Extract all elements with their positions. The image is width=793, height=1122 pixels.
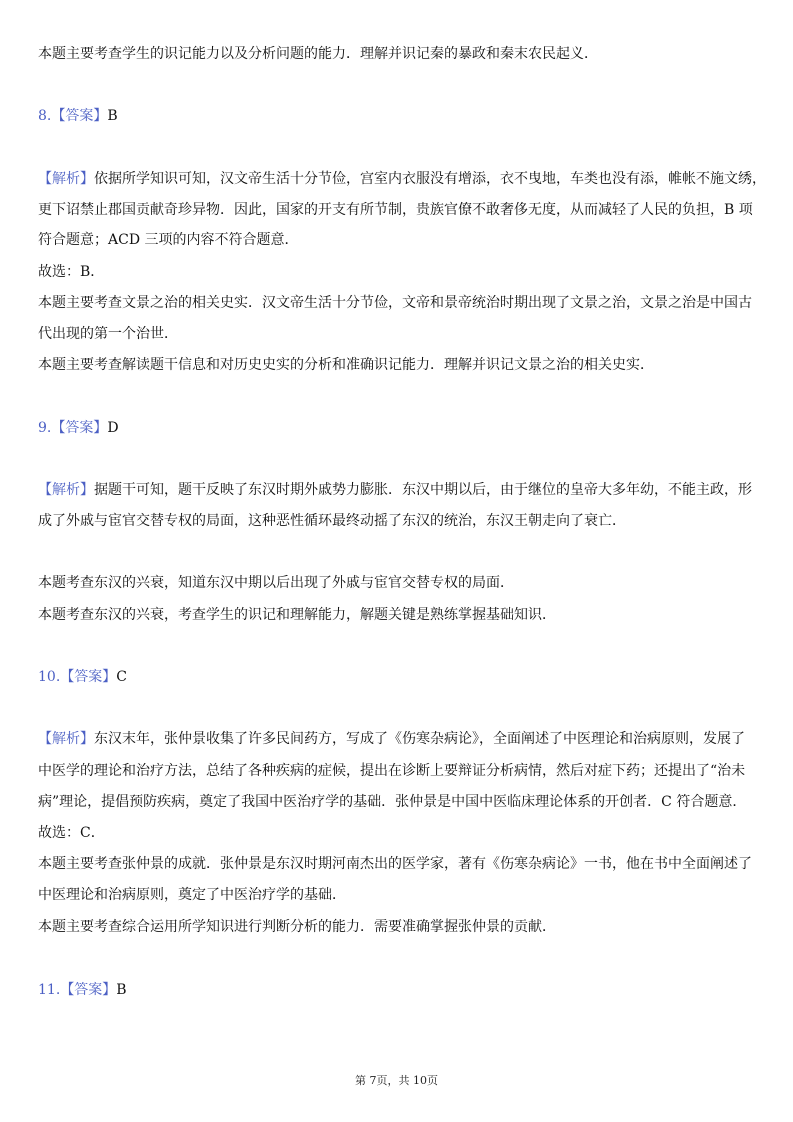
q9-analysis-line-1 — [38, 481, 758, 499]
q8-note1-line-1: 本题主要考查文景之治的相关史实．汉文帝生活十分节俭，文帝和景帝统治时期出现了文景之治，文景之治是中国古 — [38, 295, 752, 311]
q9-answer-heading — [38, 419, 758, 437]
q10-analysis-line-2: 中医学的理论和治疗方法，总结了各种疾病的症候，提出在诊断上要辩证分析病情，然后对症下药；还提出了“治未 — [38, 763, 746, 779]
q10-note1-line-1: 本题主要考查张仲景的成就．张仲景是东汉时期河南杰出的医学家，著有《伤寒杂病论》一书，他在书中全面阐述了 — [38, 856, 752, 872]
q8-answer-value: B — [107, 108, 118, 124]
q10-answer-heading — [38, 668, 758, 686]
q9-answer-value: D — [107, 420, 119, 436]
intro-text: 本题主要考查学生的识记能力以及分析问题的能力．理解并识记秦的暴政和秦末农民起义． — [38, 46, 598, 62]
q9-note2: 本题考查东汉的兴衰，考查学生的识记和理解能力，解题关键是熟练掌握基础知识． — [38, 607, 556, 623]
page-number: 第 7页，共 10页 — [355, 1074, 438, 1087]
q11-answer-heading — [38, 981, 758, 999]
q10-analysis-text-1: 东汉末年，张仲景收集了许多民间药方，写成了《伤寒杂病论》，全面阐述了中医理论和治病原则，发展了 — [94, 731, 745, 747]
q10-number: 10. — [38, 669, 61, 685]
q8-note1-line-2: 代出现的第一个治世． — [38, 326, 178, 342]
q10-choice: 故选：C． — [38, 825, 105, 841]
q10-analysis-line-3: 病”理论，提倡预防疾病，奠定了我国中医治疗学的基础．张仲景是中国中医临床理论体系的开创者．C 符合题意． — [38, 794, 747, 810]
q8-answer-label: 【答案】 — [51, 108, 108, 124]
q9-number: 9. — [38, 420, 52, 436]
q8-analysis-line-3: 符合题意；ACD 三项的内容不符合题意． — [38, 232, 299, 248]
q8-choice: 故选：B． — [38, 264, 105, 280]
q8-answer-heading — [38, 107, 758, 125]
q11-answer-value: B — [116, 982, 127, 998]
q9-analysis-text-1: 据题干可知，题干反映了东汉时期外戚势力膨胀．东汉中期以后，由于继位的皇帝大多年幼，不能主政，形 — [94, 482, 752, 498]
q8-analysis-label: 【解析】 — [38, 171, 94, 187]
q10-note2: 本题主要考查综合运用所学知识进行判断分析的能力．需要准确掌握张仲景的贡献． — [38, 919, 556, 935]
q10-answer-label: 【答案】 — [60, 669, 117, 685]
q8-note2: 本题主要考查解读题干信息和对历史史实的分析和准确识记能力．理解并识记文景之治的相关史实． — [38, 357, 654, 373]
q8-analysis-text-1: 依据所学知识可知，汉文帝生活十分节俭，宫室内衣服没有增添，衣不曳地，车类也没有添，帷帐不施文绣， — [94, 171, 766, 187]
q10-analysis-line-1 — [38, 730, 758, 748]
q9-analysis-label: 【解析】 — [38, 482, 94, 498]
q8-number: 8. — [38, 108, 52, 124]
q9-note1: 本题考查东汉的兴衰，知道东汉中期以后出现了外戚与宦官交替专权的局面． — [38, 575, 514, 591]
q8-analysis-line-2: 更下诏禁止郡国贡献奇珍异物．因此，国家的开支有所节制，贵族官僚不敢奢侈无度，从而减轻了人民的负担，B 项 — [38, 202, 753, 218]
q8-analysis-line-1 — [38, 170, 766, 188]
q11-answer-label: 【答案】 — [60, 982, 117, 998]
q10-note1-line-2: 中医理论和治病原则，奠定了中医治疗学的基础． — [38, 887, 346, 903]
q9-answer-label: 【答案】 — [51, 420, 108, 436]
q10-answer-value: C — [116, 669, 127, 685]
q11-number: 11. — [38, 982, 61, 998]
q9-analysis-line-2: 成了外戚与宦官交替专权的局面，这种恶性循环最终动摇了东汉的统治，东汉王朝走向了衰亡． — [38, 513, 626, 529]
q10-analysis-label: 【解析】 — [38, 731, 94, 747]
